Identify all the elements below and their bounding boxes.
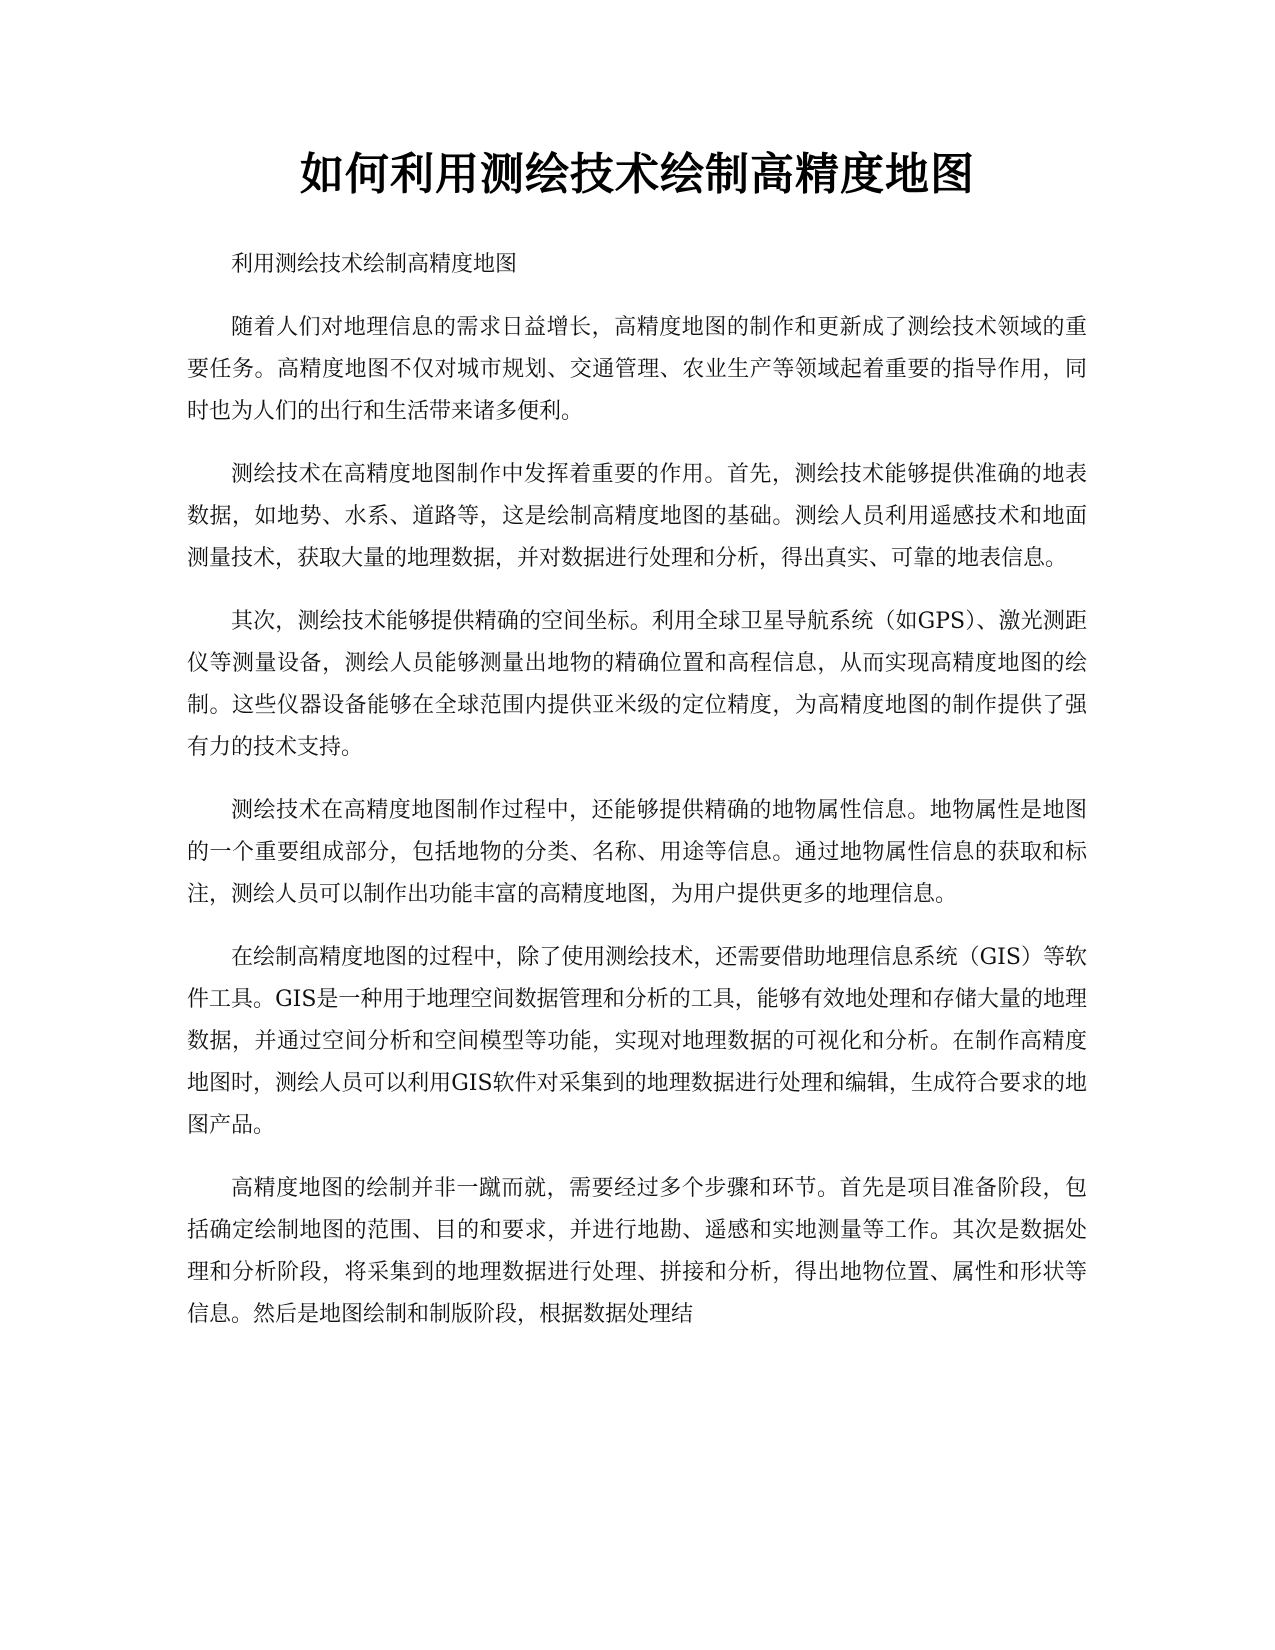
paragraph-intro: 随着人们对地理信息的需求日益增长，高精度地图的制作和更新成了测绘技术领域的重要任务。高精度地图不仅对城市规划、交通管理、农业生产等领域起着重要的指导作用，同时也为人们的出行和生活带来诸多便利。 — [187, 315, 1087, 424]
document-body — [187, 244, 1087, 1357]
paragraph-subtitle: 利用测绘技术绘制高精度地图 — [231, 252, 518, 277]
paragraph-gis: 在绘制高精度地图的过程中，除了使用测绘技术，还需要借助地理信息系统（GIS）等软件工具。GIS是一种用于地理空间数据管理和分析的工具，能够有效地处理和存储大量的地理数据，并通过空间分析和空间模型等功能，实现对地理数据的可视化和分析。在制作高精度地图时，测绘人员可以利用GIS软件对采集到的地理数据进行处理和编辑，生成符合要求的地图产品。 — [187, 945, 1087, 1138]
paragraph-coordinates: 其次，测绘技术能够提供精确的空间坐标。利用全球卫星导航系统（如GPS）、激光测距仪等测量设备，测绘人员能够测量出地物的精确位置和高程信息，从而实现高精度地图的绘制。这些仪器设备能够在全球范围内提供亚米级的定位精度，为高精度地图的制作提供了强有力的技术支持。 — [187, 609, 1087, 760]
document-title: 如何利用测绘技术绘制高精度地图 — [300, 149, 975, 200]
paragraph-steps: 高精度地图的绘制并非一蹴而就，需要经过多个步骤和环节。首先是项目准备阶段，包括确定绘制地图的范围、目的和要求，并进行地勘、遥感和实地测量等工作。其次是数据处理和分析阶段，将采集到的地理数据进行处理、拼接和分析，得出地物位置、属性和形状等信息。然后是地图绘制和制版阶段，根据数据处理结 — [187, 1176, 1087, 1327]
paragraph-surface-data: 测绘技术在高精度地图制作中发挥着重要的作用。首先，测绘技术能够提供准确的地表数据，如地势、水系、道路等，这是绘制高精度地图的基础。测绘人员利用遥感技术和地面测量技术，获取大量的地理数据，并对数据进行处理和分析，得出真实、可靠的地表信息。 — [187, 462, 1087, 571]
paragraph-attributes: 测绘技术在高精度地图制作过程中，还能够提供精确的地物属性信息。地物属性是地图的一个重要组成部分，包括地物的分类、名称、用途等信息。通过地物属性信息的获取和标注，测绘人员可以制作出功能丰富的高精度地图，为用户提供更多的地理信息。 — [187, 798, 1087, 907]
